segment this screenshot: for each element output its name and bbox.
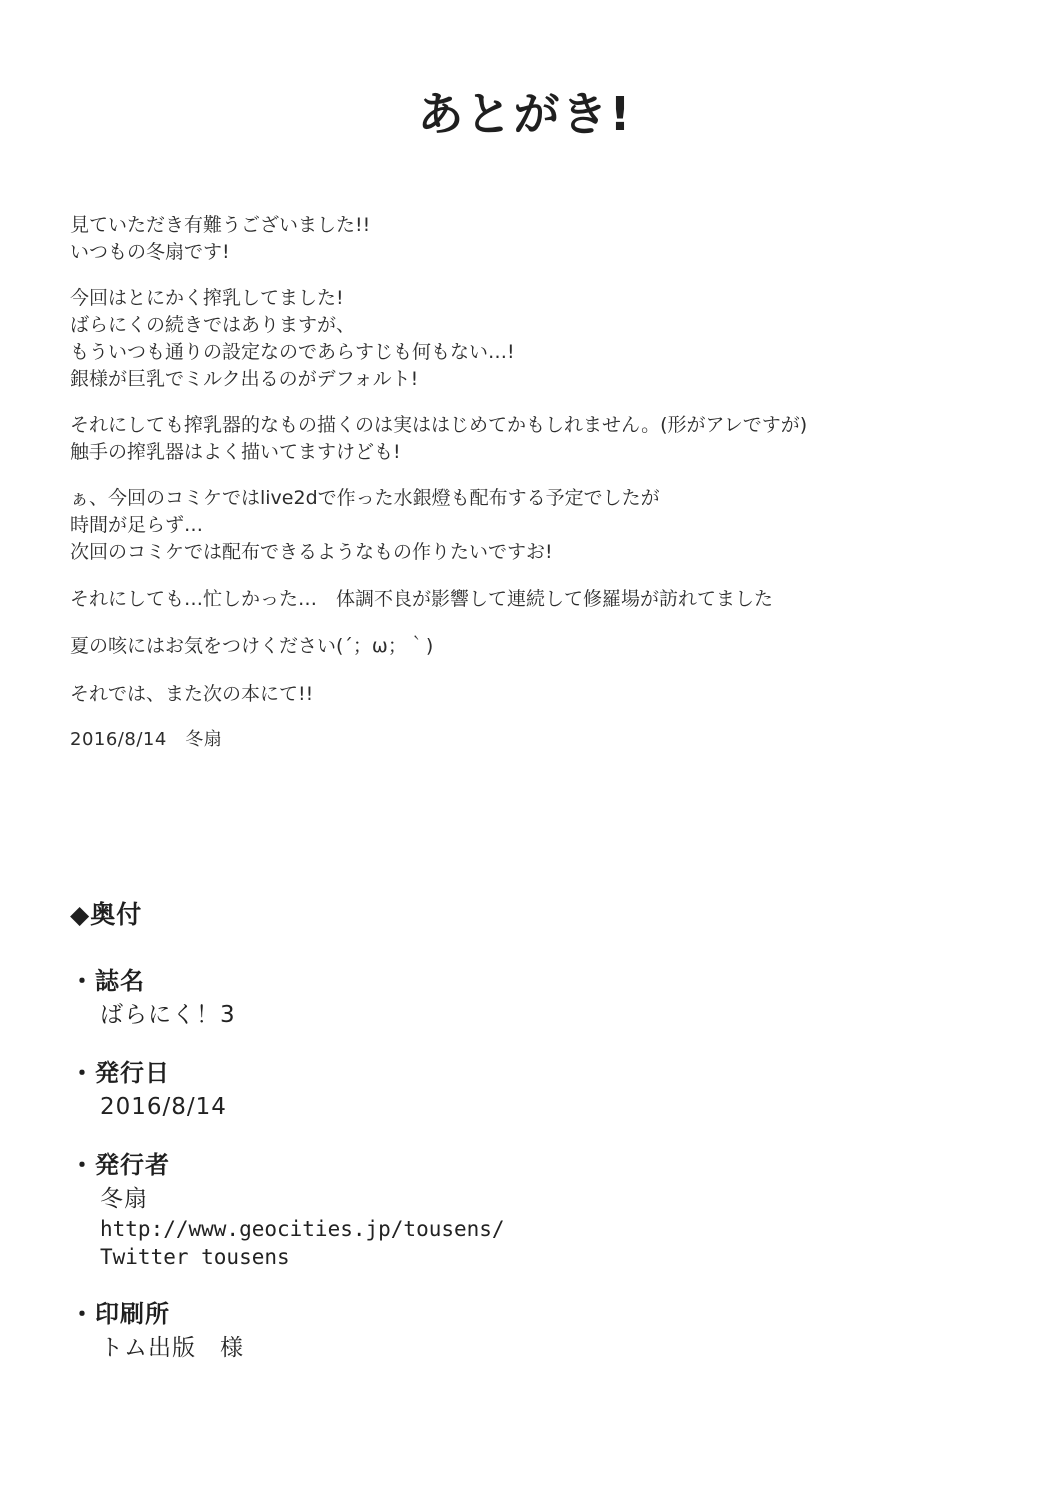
afterword-line: 見ていただき有難うございました!! — [70, 214, 371, 236]
colophon-field-printer — [70, 1294, 870, 1364]
colophon-section — [70, 895, 870, 1386]
afterword-line: それにしても搾乳器的なもの描くのは実ははじめてかもしれません。(形がアレですが) — [70, 413, 808, 436]
afterword-line: 今回はとにかく搾乳してました! — [70, 286, 344, 309]
publisher-website-url[interactable]: http://www.geocities.jp/tousens/ — [100, 1217, 505, 1242]
field-value: トム出版 様 — [100, 1334, 244, 1361]
afterword-line: ぁ、今回のコミケではlive2dで作った水銀燈も配布する予定でしたが — [70, 486, 660, 509]
colophon-heading: ◆奥付 — [70, 900, 143, 929]
colophon-field-publisher — [70, 1145, 870, 1272]
page-title: あとがき! — [417, 87, 633, 141]
afterword-line: それにしても…忙しかった… 体調不良が影響して連続して修羅場が訪れてました — [70, 587, 774, 610]
field-label: ・発行日 — [70, 1059, 170, 1088]
field-value: 2016/8/14 — [100, 1094, 227, 1121]
colophon-field-title — [70, 961, 870, 1031]
field-label: ・印刷所 — [70, 1299, 170, 1328]
afterword-line: 時間が足らず… — [70, 513, 204, 536]
afterword-paragraph — [70, 412, 990, 466]
field-label: ・発行者 — [70, 1151, 170, 1180]
afterword-paragraph — [70, 485, 990, 566]
afterword-line: 夏の咳にはお気をつけください(´；ω；｀) — [70, 635, 434, 658]
field-value: 冬扇 — [100, 1186, 148, 1213]
afterword-paragraph — [70, 212, 990, 266]
afterword-line: いつもの冬扇です! — [70, 240, 230, 263]
afterword-paragraph — [70, 680, 990, 709]
publisher-twitter-handle[interactable]: Twitter tousens — [100, 1245, 290, 1270]
afterword-paragraph — [70, 285, 990, 393]
afterword-line: もういつも通りの設定なのであらすじも何もない…! — [70, 340, 515, 363]
field-label: ・誌名 — [70, 967, 145, 995]
afterword-paragraph — [70, 585, 990, 614]
afterword-signature: 2016/8/14 冬扇 — [70, 729, 223, 751]
colophon-field-publication-date — [70, 1053, 870, 1123]
afterword-line: ばらにくの続きではありますが、 — [70, 313, 356, 336]
afterword-body — [70, 212, 990, 753]
afterword-paragraph — [70, 632, 990, 661]
field-value: ばらにく！3 — [100, 1002, 236, 1028]
afterword-line: 次回のコミケでは配布できるようなもの作りたいですお! — [70, 540, 553, 563]
afterword-line: 銀様が巨乳でミルク出るのがデフォルト! — [70, 367, 419, 390]
afterword-line: 触手の搾乳器はよく描いてますけども! — [70, 440, 401, 463]
afterword-line: それでは、また次の本にて!! — [70, 682, 314, 705]
